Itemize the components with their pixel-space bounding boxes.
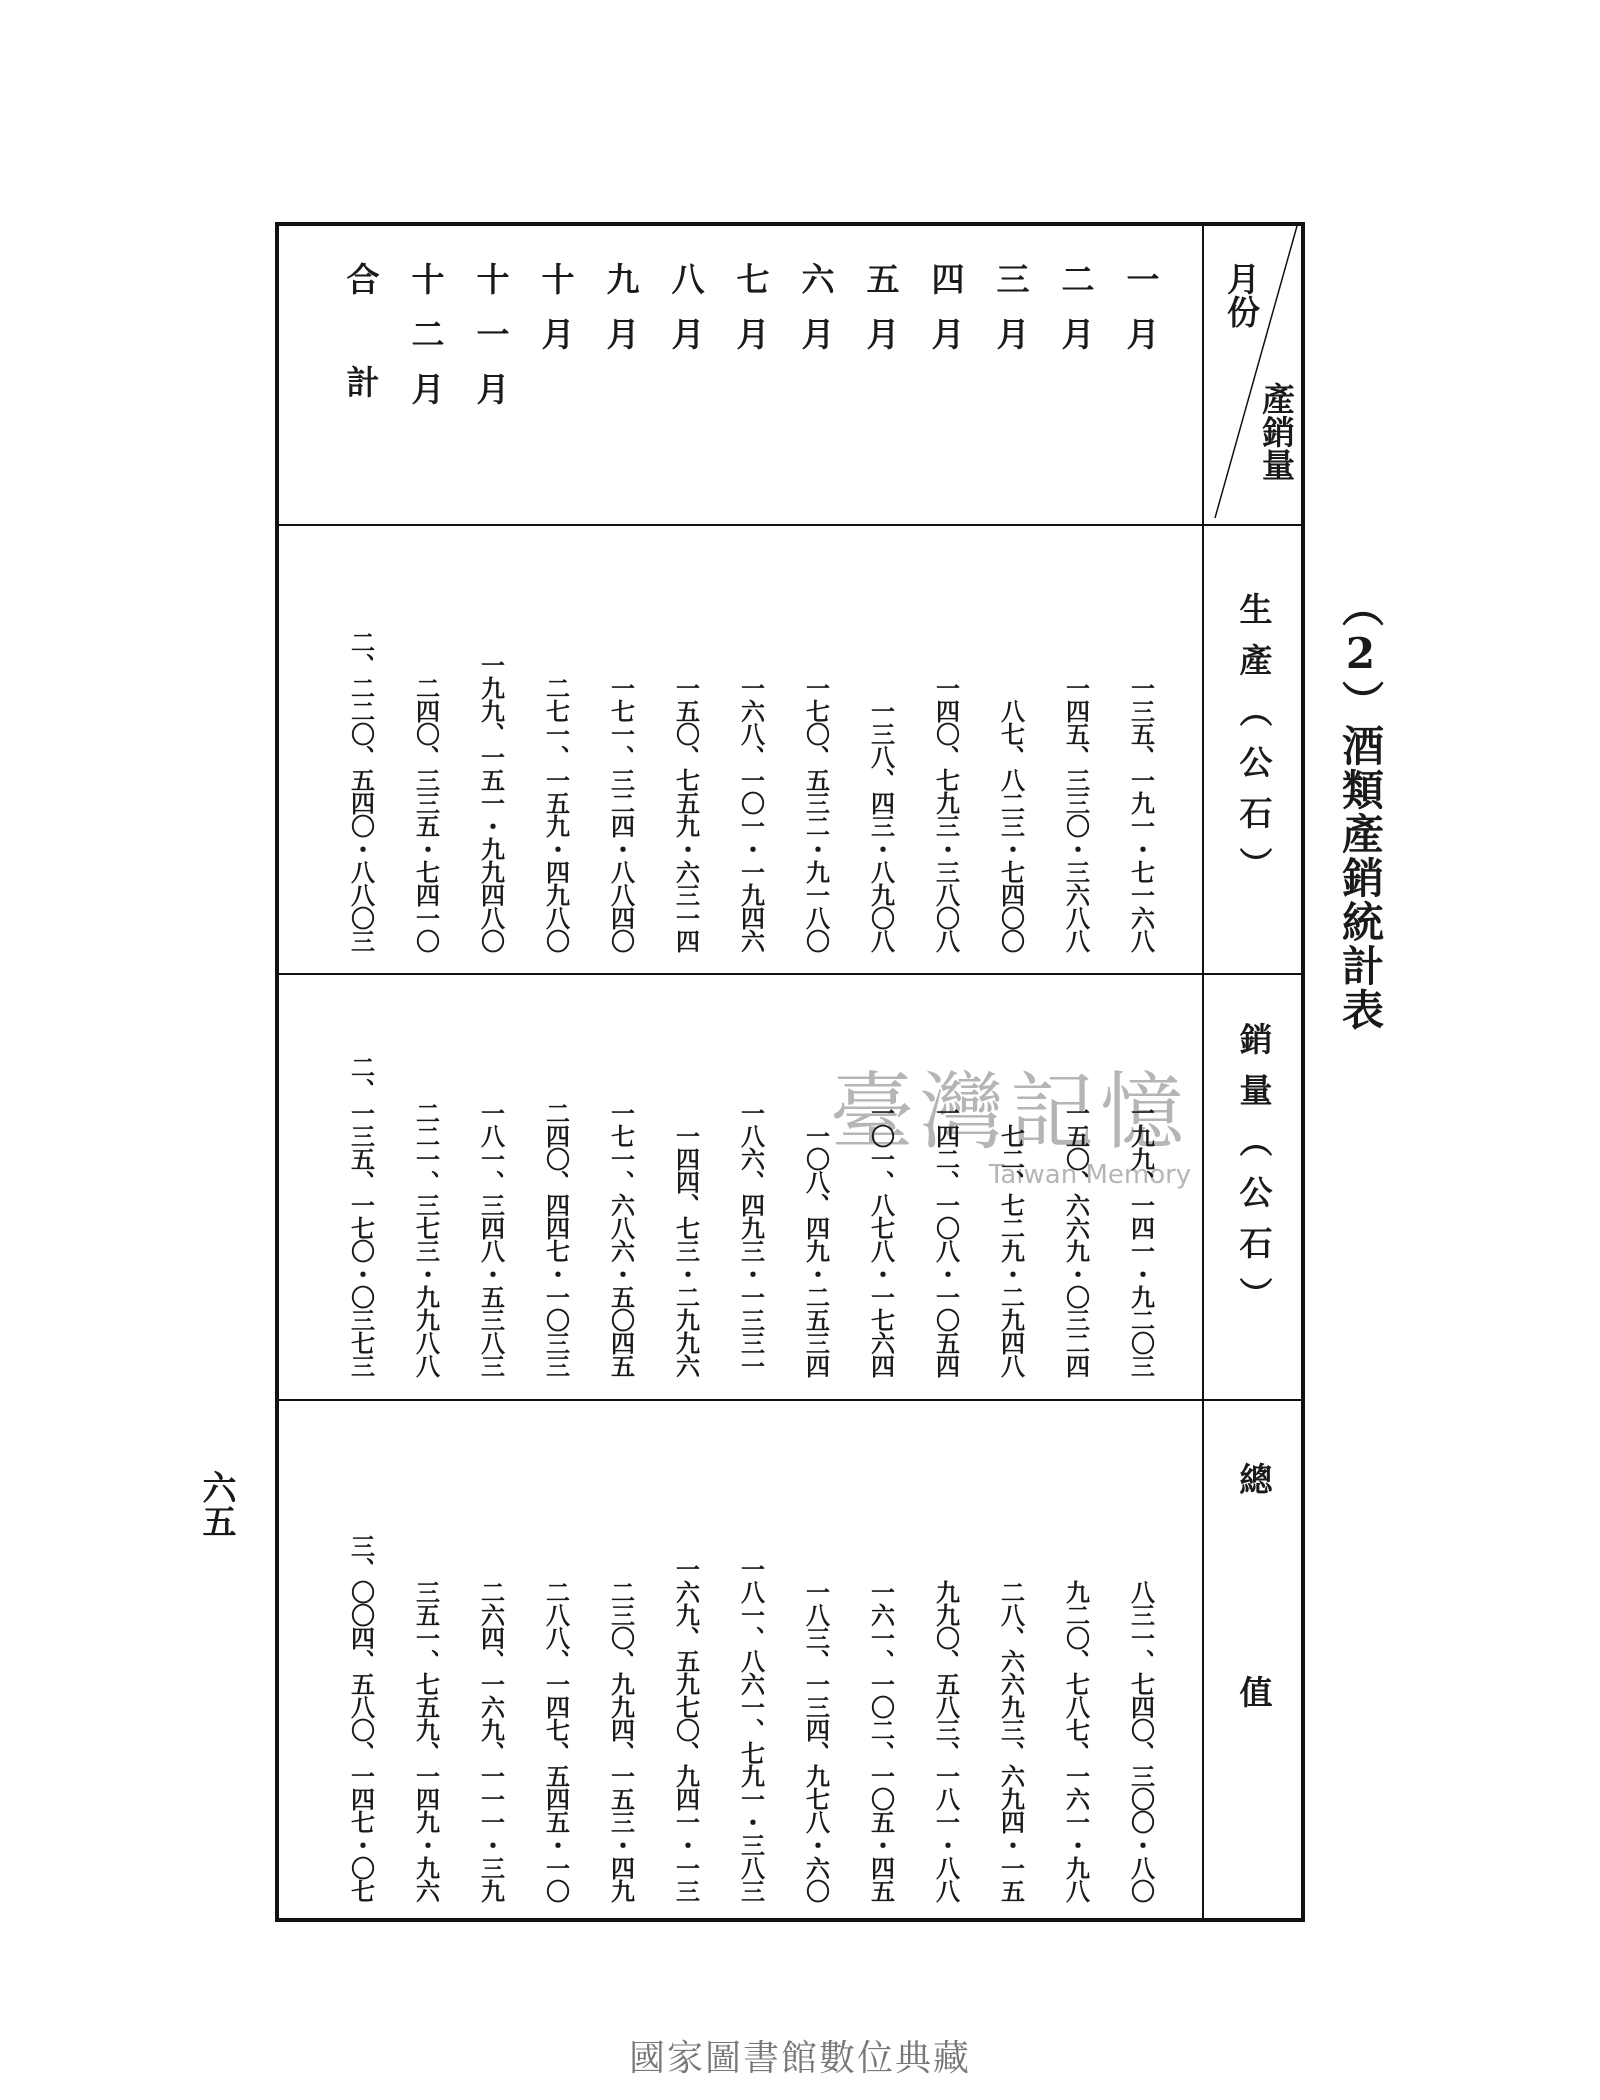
month-label: 三月 — [991, 262, 1031, 372]
month-column — [856, 222, 906, 1922]
sales-value: 一〇一、八七八・一七六四 — [866, 1101, 896, 1377]
total-value: 二六四、一六九、一一一・三九 — [476, 1580, 506, 1902]
month-column — [596, 222, 646, 1922]
production-value: 一三五、一九一・七一六八 — [1126, 676, 1156, 952]
sales-value: 一四四、七三・二九九六 — [671, 1124, 701, 1377]
production-value: 一五〇、七五九・六三一四 — [671, 676, 701, 952]
footer-credit: 國家圖書館數位典藏 — [628, 2038, 971, 2079]
month-column — [1051, 222, 1101, 1922]
production-value: 二七一、一五九・四九八〇 — [541, 676, 571, 952]
month-column — [1116, 222, 1166, 1922]
month-label: 十一月 — [471, 262, 511, 427]
watermark-chinese: 臺灣記憶 — [829, 1063, 1190, 1161]
sales-value: 一七一、六八六・五〇四五 — [606, 1101, 636, 1377]
total-value: 九二〇、七八七、一六一・九八 — [1061, 1580, 1091, 1902]
column-header-production: 生產（公石） — [1234, 592, 1274, 898]
month-column — [401, 222, 451, 1922]
sales-value: 一四二、一〇八・一〇五四 — [931, 1101, 961, 1377]
corner-quantity-label: 產銷量 — [1257, 382, 1296, 481]
production-value: 一七一、三二四・八八四〇 — [606, 676, 636, 952]
production-value: 二、二二〇、五四〇・八八〇三 — [346, 630, 376, 952]
sales-value: 二二一、三七三・九九八八 — [411, 1101, 441, 1377]
corner-month-label: 月份 — [1222, 262, 1261, 328]
month-label: 五月 — [861, 262, 901, 372]
production-value: 一七〇、五三二・九一八〇 — [801, 676, 831, 952]
month-column — [661, 222, 711, 1922]
sales-value: 二、一三五、一七〇・〇三七三 — [346, 1055, 376, 1377]
total-value: 八三一、七四〇、三〇〇・八〇 — [1126, 1580, 1156, 1902]
month-label: 六月 — [796, 262, 836, 372]
month-label: 十二月 — [406, 262, 446, 427]
production-value: 一九九、一五一・九九四八〇 — [476, 653, 506, 952]
total-value: 一六九、五九七〇、九四一・一三 — [671, 1557, 701, 1902]
page-number: 六五 — [196, 1470, 236, 1538]
month-label: 一月 — [1121, 262, 1161, 372]
month-label: 合計 — [341, 262, 381, 468]
month-column — [726, 222, 776, 1922]
production-value: 一四五、三三〇・三六八八 — [1061, 676, 1091, 952]
month-column — [531, 222, 581, 1922]
total-value: 二三〇、九九四、一五三・四九 — [606, 1580, 636, 1902]
month-label: 九月 — [601, 262, 641, 372]
month-column — [466, 222, 516, 1922]
production-value: 二四〇、三三五・七四一〇 — [411, 676, 441, 952]
statistics-table — [275, 222, 1305, 1922]
month-label: 十月 — [536, 262, 576, 372]
production-value: 八七、八二三・七四〇〇 — [996, 699, 1026, 952]
sales-value: 一〇八、四九・二五三四 — [801, 1124, 831, 1377]
sales-value: 一八六、四九三・一三三一 — [736, 1101, 766, 1377]
sales-value: 一五〇、六六九・〇三二四 — [1061, 1101, 1091, 1377]
total-value: 一八三、一三四、九七八・六〇 — [801, 1580, 831, 1902]
month-label: 四月 — [926, 262, 966, 372]
production-value: 一六八、一〇一・一九四六 — [736, 676, 766, 952]
month-label: 二月 — [1056, 262, 1096, 372]
sales-value: 一八一、三四八・五三八三 — [476, 1101, 506, 1377]
column-header-value: 總值 — [1234, 1462, 1274, 1888]
total-column — [336, 222, 386, 1922]
page-title: （2）酒類產銷統計表 — [1336, 585, 1385, 1032]
sales-value: 一九九、一四一・九二〇三 — [1126, 1101, 1156, 1377]
total-value: 三、〇〇四、五八〇、一四七・〇七 — [346, 1534, 376, 1902]
total-value: 三五一、七五九、一四九・九六 — [411, 1580, 441, 1902]
watermark-english: Taiwan Memory — [988, 1160, 1192, 1190]
total-value: 一八一、八六一、七九一・三八三 — [736, 1557, 766, 1902]
month-column — [986, 222, 1036, 1922]
month-label: 七月 — [731, 262, 771, 372]
sales-value: 二四〇、四四七・一〇三三 — [541, 1101, 571, 1377]
month-column — [791, 222, 841, 1922]
production-value: 一三八、四三・八九〇八 — [866, 699, 896, 952]
production-value: 一四〇、七九三・三八〇八 — [931, 676, 961, 952]
total-value: 二八、六六九三、六九四・一五 — [996, 1580, 1026, 1902]
month-column — [921, 222, 971, 1922]
month-label: 八月 — [666, 262, 706, 372]
total-value: 一六一、一〇二、一〇五・四五 — [866, 1580, 896, 1902]
sales-value: 七二、七二九・二九四八 — [996, 1124, 1026, 1377]
total-value: 二八八、一四七、五四五・一〇 — [541, 1580, 571, 1902]
total-value: 九九〇、五八三、一八一・八八 — [931, 1580, 961, 1902]
column-header-sales: 銷量（公石） — [1234, 1022, 1274, 1328]
